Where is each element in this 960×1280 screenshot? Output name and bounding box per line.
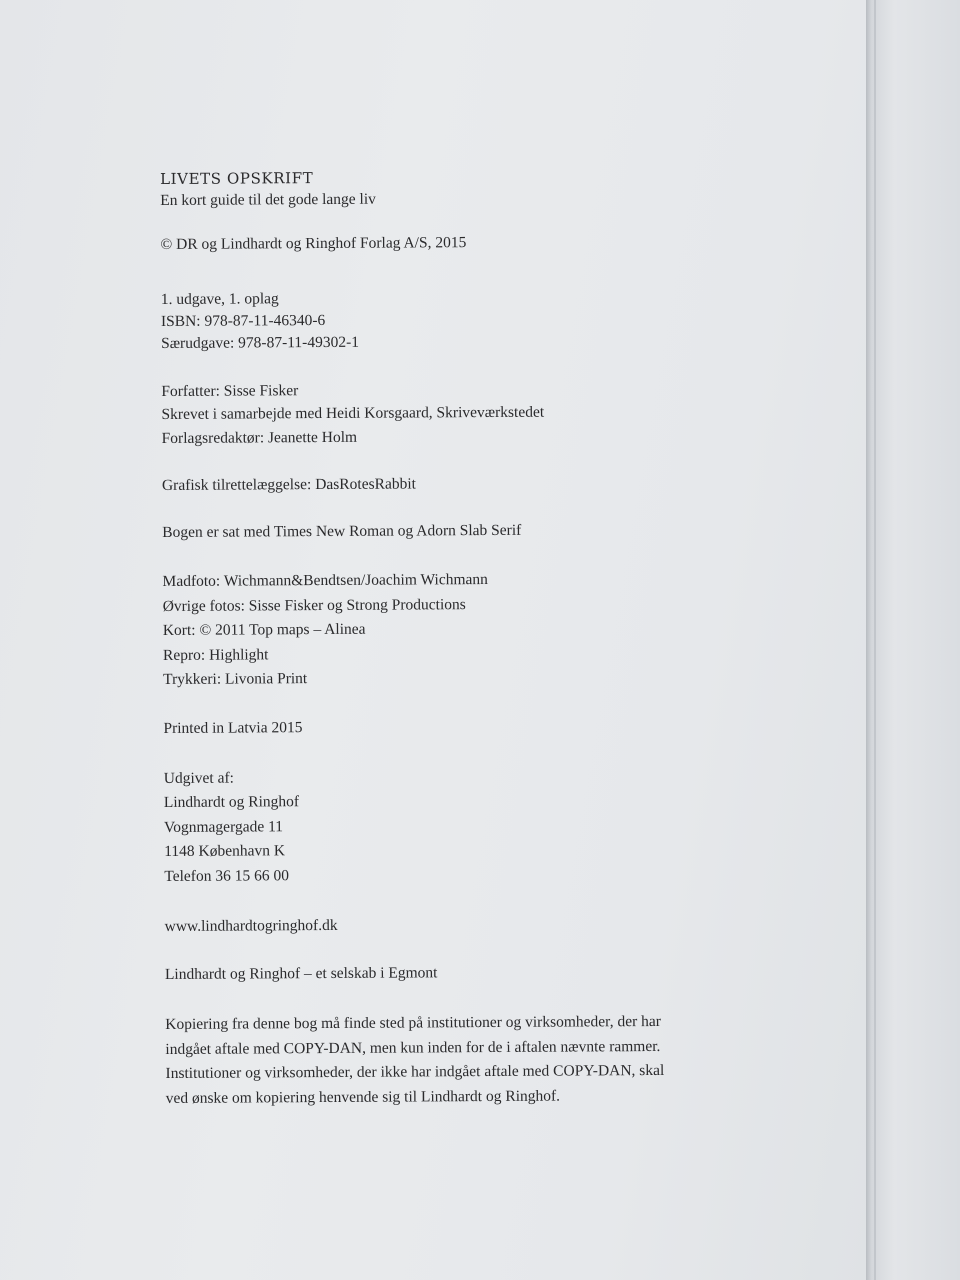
copyright-line: © DR og Lindhardt og Ringhof Forlag A/S, 2015 (160, 234, 467, 253)
copy-notice-line: Kopiering fra denne bog må finde sted på institutioner og virksomheder, der har (165, 1012, 661, 1033)
isbn-line: ISBN: 978-87-11-46340-6 (160, 311, 326, 330)
publisher-city: 1148 København K (164, 842, 286, 860)
book-subtitle: En kort guide til det gode lange liv (160, 190, 376, 209)
publisher-name: Lindhardt og Ringhof (163, 793, 300, 811)
company-note: Lindhardt og Ringhof – et selskab i Egmont (164, 964, 438, 983)
book-title: LIVETS OPSKRIFT (160, 169, 314, 188)
edition-line: 1. udgave, 1. oplag (160, 290, 279, 308)
other-photos-line: Øvrige fotos: Sisse Fisker og Strong Productions (162, 595, 466, 615)
copy-notice-line: indgået aftale med COPY-DAN, men kun inden for de i aftalen nævnte rammer. (165, 1037, 661, 1058)
food-photo-line: Madfoto: Wichmann&Bendtsen/Joachim Wichmann (162, 571, 488, 590)
copy-notice-line: ved ønske om kopiering henvende sig til Lindhardt og Ringhof. (165, 1087, 561, 1107)
facing-page-edge (866, 0, 960, 1280)
page-fold-line (874, 0, 876, 1280)
maps-line: Kort: © 2011 Top maps – Alinea (162, 620, 366, 639)
copy-notice-line: Institutioner og virksomheder, der ikke har indgået aftale med COPY-DAN, skal (165, 1061, 665, 1082)
cowriter-line: Skrevet i samarbejde med Heidi Korsgaard, Skriveværkstedet (161, 403, 545, 423)
design-line: Grafisk tilrettelæggelse: DasRotesRabbit (161, 475, 416, 494)
website-link: www.lindhardtogringhof.dk (164, 916, 338, 935)
printer-line: Trykkeri: Livonia Print (163, 670, 308, 688)
printed-in-line: Printed in Latvia 2015 (163, 718, 303, 737)
publisher-street: Vognmagergade 11 (163, 817, 284, 836)
publisher-phone: Telefon 36 15 66 00 (164, 866, 289, 885)
publisher-label: Udgivet af: (163, 769, 234, 787)
editor-line: Forlagsredaktør: Jeanette Holm (161, 428, 358, 447)
special-edition-line: Særudgave: 978-87-11-49302-1 (161, 333, 360, 352)
author-line: Forfatter: Sisse Fisker (161, 382, 299, 400)
repro-line: Repro: Highlight (162, 645, 269, 664)
typeface-line: Bogen er sat med Times New Roman og Adorn Slab Serif (162, 521, 522, 541)
colophon (160, 164, 806, 1111)
